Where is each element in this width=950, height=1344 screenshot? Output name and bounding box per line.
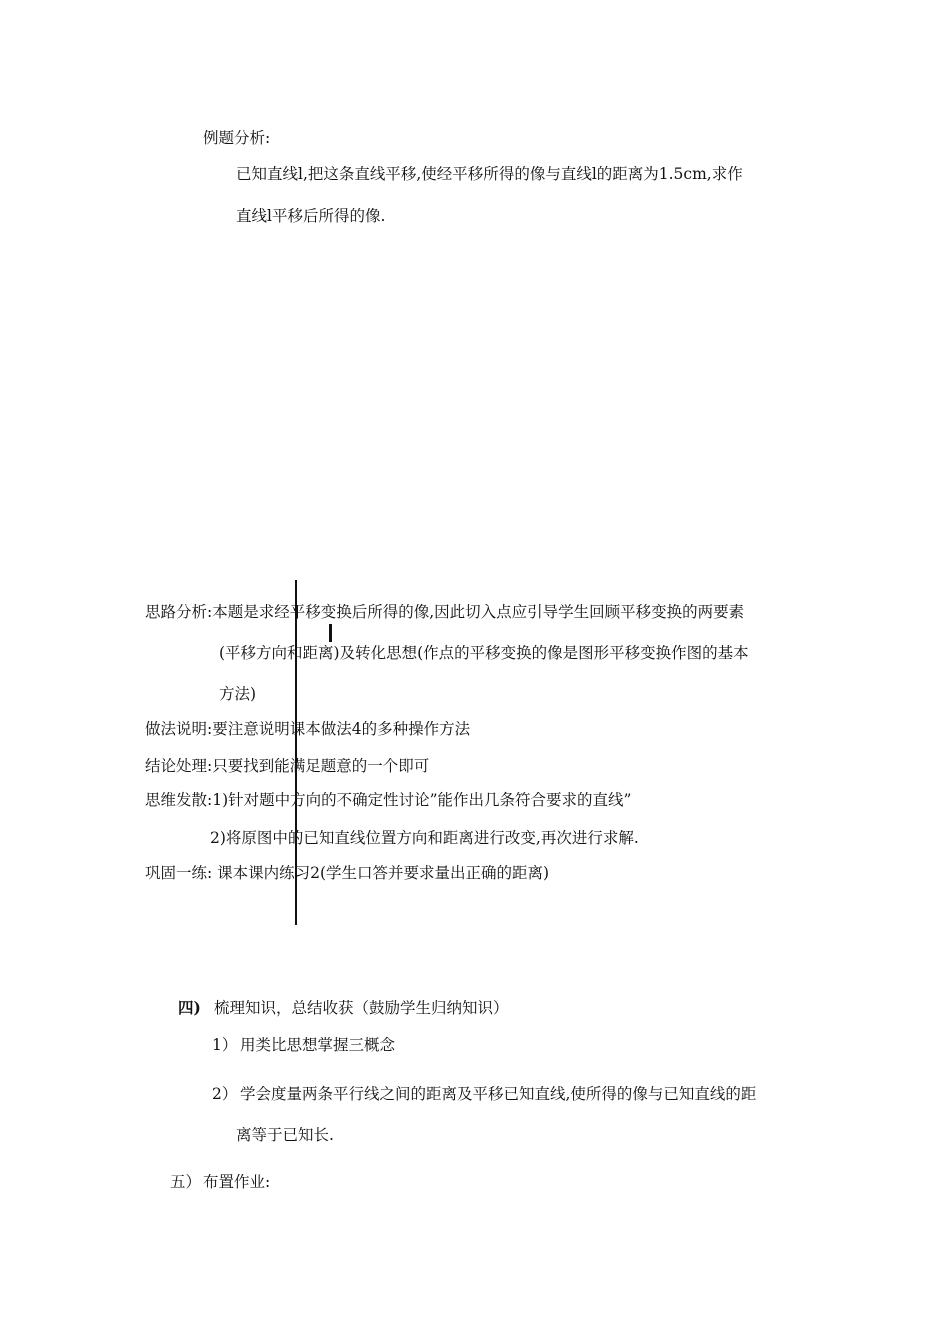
analysis-line-3: 方法): [219, 685, 257, 703]
analysis-line-1: 思路分析:本题是求经平移变换后所得的像,因此切入点应引导学生回顾平移变换的两要素: [145, 603, 745, 621]
homework-heading: 布置作业:: [203, 1173, 271, 1191]
summary-item-2-line-2: 离等于已知长.: [236, 1126, 334, 1144]
summary-item-1-text: 用类比思想掌握三概念: [240, 1036, 396, 1054]
example-text-line-1: 已知直线l,把这条直线平移,使经平移所得的像与直线l的距离为1.5cm,求作: [236, 165, 743, 183]
divergence-line-1: 思维发散:1)针对题中方向的不确定性讨论”能作出几条符合要求的直线”: [145, 791, 632, 809]
summary-item-2-number: 2）: [212, 1085, 238, 1103]
homework-number: 五）: [170, 1173, 202, 1191]
example-text-line-2: 直线l平移后所得的像.: [236, 207, 386, 225]
method-note: 做法说明:要注意说明课本做法4的多种操作方法: [145, 720, 471, 738]
conclusion-note: 结论处理:只要找到能满足题意的一个即可: [145, 757, 430, 775]
divergence-line-2: 2)将原图中的已知直线位置方向和距离进行改变,再次进行求解.: [210, 829, 639, 847]
summary-number: 四): [178, 998, 201, 1017]
summary-heading: 梳理知识，总结收获（鼓励学生归纳知识）: [214, 999, 509, 1017]
text-cursor-mark: [329, 624, 332, 642]
analysis-line-2: (平移方向和距离)及转化思想(作点的平移变换的像是图形平移变换作图的基本: [219, 644, 749, 662]
summary-item-1-number: 1）: [212, 1036, 238, 1054]
practice-note: 巩固一练: 课本课内练习2(学生口答并要求量出正确的距离): [145, 864, 550, 882]
summary-item-2-line-1: 学会度量两条平行线之间的距离及平移已知直线,使所得的像与已知直线的距: [240, 1085, 757, 1103]
example-heading: 例题分析:: [203, 129, 271, 147]
